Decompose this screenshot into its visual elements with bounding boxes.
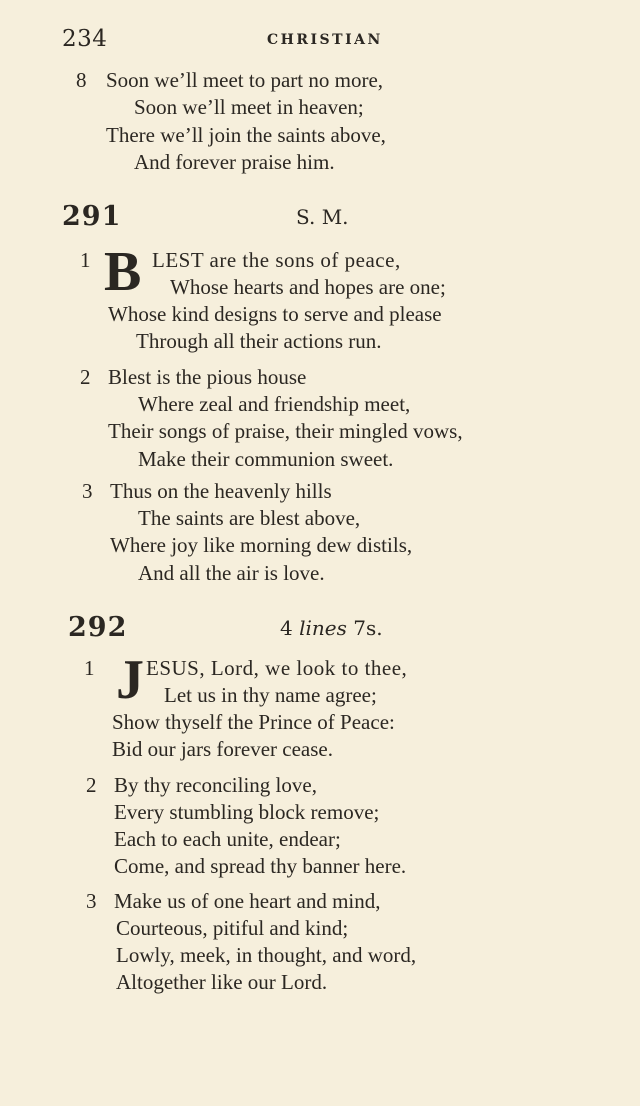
stanza-number: 2 (86, 773, 97, 797)
verse-line: Soon we’ll meet in heaven; (134, 95, 364, 119)
stanza-number: 2 (80, 365, 91, 389)
hymn-number: 291 (62, 201, 122, 232)
stanza-number: 1 (84, 656, 95, 680)
meter-count: 4 (280, 616, 293, 640)
stanza-number: 3 (86, 889, 97, 913)
verse-line: Soon we’ll meet to part no more, (106, 68, 384, 92)
stanza-number: 3 (82, 479, 93, 503)
hymn-header (62, 201, 600, 235)
verse-line: Where zeal and friendship meet, (138, 392, 411, 416)
verse-line: Whose kind designs to serve and please (108, 302, 442, 326)
verse-line: Each to each unite, endear; (114, 827, 341, 851)
verse-line: And forever praise him. (134, 150, 335, 174)
verse-line: And all the air is love. (138, 561, 325, 585)
stanza-number: 8 (76, 68, 87, 92)
verse-line: Come, and spread thy banner here. (114, 854, 407, 878)
verse-line: Courteous, pitiful and kind; (116, 916, 349, 940)
verse-line: Where joy like morning dew distils, (110, 533, 413, 557)
page-number: 234 (62, 26, 108, 52)
verse-line: Make us of one heart and mind, (114, 889, 381, 913)
verse-line: Lowly, meek, in thought, and word, (116, 943, 417, 967)
drop-cap: J (116, 649, 144, 711)
meter-lines: lines (299, 616, 347, 640)
hymn-header (68, 612, 600, 646)
verse-line: Thus on the heavenly hills (110, 479, 332, 503)
verse-line: By thy reconciling love, (114, 773, 317, 797)
verse-line: Bid our jars forever cease. (112, 737, 333, 761)
verse-line: There we’ll join the saints above, (106, 123, 386, 147)
verse-line: ESUS, Lord, we look to thee, (146, 656, 408, 680)
verse-line: Make their communion sweet. (138, 447, 394, 471)
verse-line: Let us in thy name agree; (164, 683, 377, 707)
page-header (62, 26, 600, 56)
running-head: CHRISTIAN (267, 32, 383, 48)
verse-line: Show thyself the Prince of Peace: (112, 710, 395, 734)
verse-line: Through all their actions run. (136, 329, 382, 353)
hymn-meter: S. M. (296, 205, 349, 229)
drop-cap: B (104, 241, 142, 303)
verse-line: Whose hearts and hopes are one; (170, 275, 446, 299)
verse-line: Altogether like our Lord. (116, 970, 328, 994)
hymn-number: 292 (68, 612, 128, 643)
hymn-meter (280, 616, 383, 640)
meter-syllables: 7s. (353, 616, 383, 640)
verse-line: Their songs of praise, their mingled vows, (108, 419, 463, 443)
verse-line: The saints are blest above, (138, 506, 361, 530)
stanza-number: 1 (80, 248, 91, 272)
verse-line: LEST are the sons of peace, (152, 248, 401, 272)
verse-line: Every stumbling block remove; (114, 800, 380, 824)
verse-line: Blest is the pious house (108, 365, 307, 389)
